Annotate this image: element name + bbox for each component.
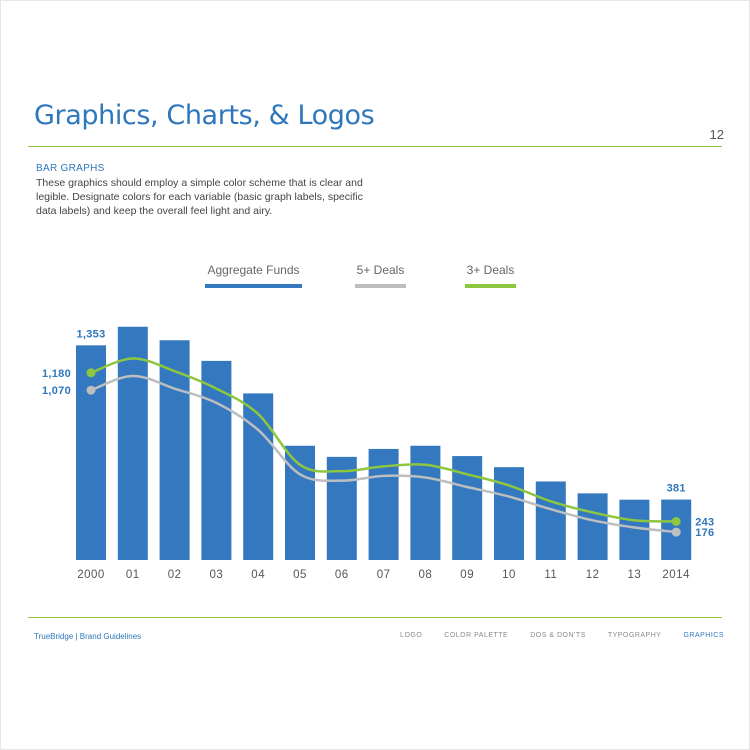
- footer-nav-dos-donts[interactable]: DOS & DON'TS: [530, 632, 586, 639]
- x-tick-label: 06: [334, 569, 349, 581]
- series-start-point-1: [87, 386, 96, 395]
- section-description: These graphics should employ a simple color scheme that is clear and legible. Designate colors for each variable (basic graph labels, specific data labels) and keep the overall feel light and airy.: [36, 177, 363, 217]
- bar-08: [410, 446, 440, 560]
- data-label: 381: [666, 482, 686, 495]
- footer-nav-logo[interactable]: LOGO: [400, 632, 423, 639]
- footer-nav-graphics[interactable]: GRAPHICS: [683, 632, 724, 639]
- series-end-point-2: [672, 517, 681, 526]
- x-tick-label: 13: [627, 569, 642, 581]
- x-tick-label: 07: [376, 569, 391, 581]
- x-tick-label: 2014: [662, 569, 690, 581]
- x-tick-label: 08: [418, 569, 433, 581]
- bar-02: [160, 340, 190, 560]
- footer-divider: [28, 617, 722, 618]
- legend-label: 5+ Deals: [356, 263, 405, 277]
- bar-04: [243, 393, 273, 560]
- x-tick-label: 01: [125, 569, 140, 581]
- footer-nav-typography[interactable]: TYPOGRAPHY: [607, 632, 662, 639]
- x-tick-label: 09: [460, 569, 475, 581]
- bar-05: [285, 446, 315, 560]
- x-tick-label: 12: [585, 569, 600, 581]
- x-tick-label: 03: [209, 569, 224, 581]
- section-label: BAR GRAPHS: [36, 163, 105, 174]
- bar-01: [118, 327, 148, 560]
- bar-11: [536, 481, 566, 560]
- x-tick-label: 05: [293, 569, 307, 581]
- data-label: 176: [695, 527, 715, 540]
- page-number: 12: [709, 127, 724, 142]
- bar-03: [201, 361, 231, 560]
- data-label: 1,070: [41, 385, 71, 398]
- footer-nav: [400, 632, 724, 639]
- series-start-point-2: [87, 368, 96, 377]
- x-tick-label: 04: [251, 569, 266, 581]
- footer-nav-color-palette[interactable]: COLOR PALETTE: [444, 632, 509, 639]
- legend-label: Aggregate Funds: [207, 263, 300, 277]
- x-tick-label: 10: [502, 569, 516, 581]
- x-tick-label: 11: [544, 569, 558, 581]
- footer-brand: TrueBridge | Brand Guidelines: [34, 632, 142, 641]
- bar-2000: [76, 345, 106, 560]
- data-label: 1,353: [76, 328, 106, 341]
- x-tick-label: 2000: [77, 569, 105, 581]
- series-end-point-1: [672, 528, 681, 537]
- bar-12: [578, 493, 608, 560]
- x-tick-label: 02: [167, 569, 182, 581]
- data-label: 243: [695, 516, 715, 529]
- data-label: 1,180: [41, 367, 71, 380]
- page-title: Graphics, Charts, & Logos: [34, 100, 375, 131]
- legend-label: 3+ Deals: [466, 263, 515, 277]
